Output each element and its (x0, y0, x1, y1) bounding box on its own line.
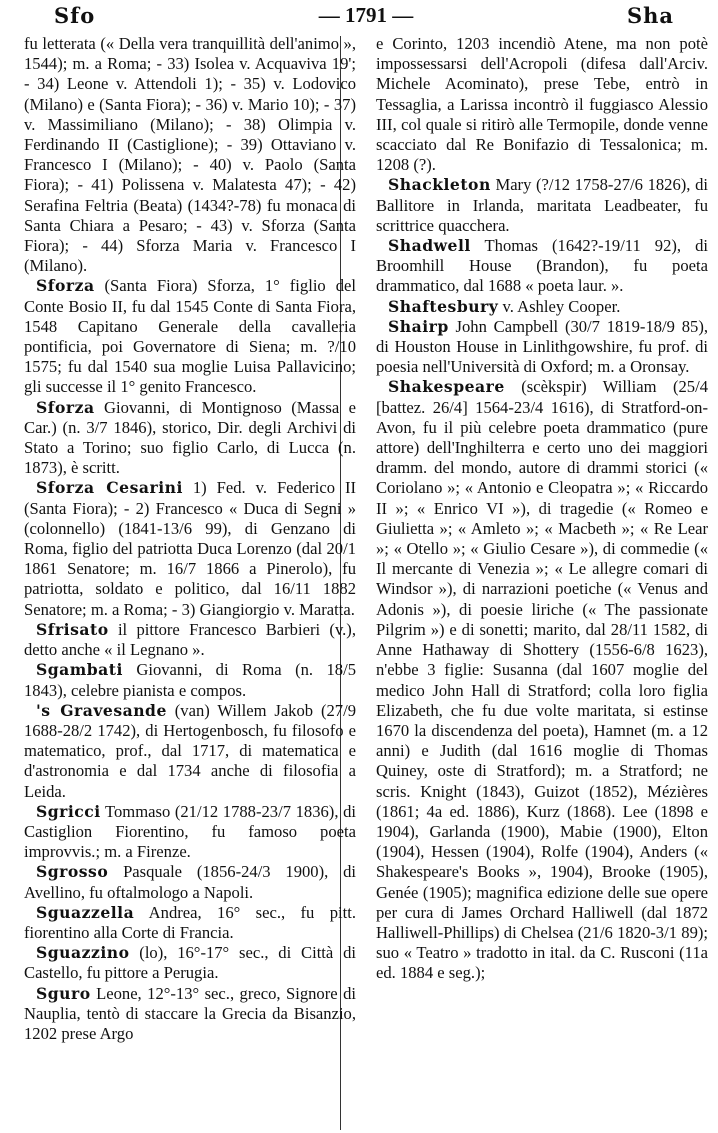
entry-text: Pasquale (1856-24/3 1900), di Avellino, fu oftalmologo a Napoli. (24, 862, 356, 902)
entry-text: 1) Fed. v. Federico II (Santa Fiora); - 2) Francesco « Duca di Segni » (colonnello) (1841-13/6 99), di Genzano di Roma, figlio del patriotta Duca Lorenzo (dal 20/1 1861 Senatore; m. 16/7 1866 a Pinerolo), fu patriotta, soldato e politico, dal 16/11 1882 Senatore; m. a Roma; - 3) Giangiorgio v. Maratta. (24, 478, 356, 619)
dictionary-entry (24, 701, 356, 802)
entry-headword: Sfrisato (36, 619, 109, 639)
entry-text: Leone, 12°-13° sec., greco, Signore di Nauplia, tentò di staccare la Grecia da Bisanzio, 1202 prese Argo (24, 983, 356, 1043)
entry-text: Mary (?/12 1758-27/6 1826), di Ballitore in Irlanda, maritata Leadbeater, fu scrittrice quacchera. (376, 175, 708, 235)
dictionary-entry (24, 984, 356, 1045)
dictionary-entry (24, 862, 356, 902)
entry-text: (van) Willem Jakob (27/9 1688-28/2 1742), di Hertogenbosch, fu filosofo e matematico, prof., dal 1717, di matematica e d'astronomia e dal 1734 anche di filosofia a Leida. (24, 700, 356, 801)
header-left-keyword: Sfo (54, 3, 96, 28)
entry-headword: Shackleton (388, 175, 491, 195)
entry-headword: Sgricci (36, 801, 101, 821)
dictionary-entry (376, 175, 708, 236)
dictionary-entry (376, 236, 708, 297)
page-number: — 1791 — (318, 3, 414, 27)
entry-headword: Sguazzella (36, 902, 135, 922)
header-right-keyword: Sha (626, 3, 674, 28)
dictionary-entry (376, 317, 708, 378)
entry-text: il pittore Francesco Barbieri (v.), detto anche « il Legnano ». (24, 619, 356, 660)
dictionary-entry (376, 297, 708, 317)
left-column (24, 34, 356, 1044)
dictionary-entry (376, 34, 708, 175)
entry-text: Tommaso (21/12 1788-23/7 1836), di Castiglion Fiorentino, fu famoso poeta improvvis.; m. a Firenze. (24, 801, 356, 862)
entry-headword: Sguro (36, 983, 91, 1003)
entry-headword: Sguazzino (36, 943, 130, 963)
entry-headword: Shakespeare (388, 377, 505, 397)
entry-text: John Campbell (30/7 1819-18/9 85), di Houston House in Linlithgowshire, fu prof. di poesia nell'Università di Oxford; m. a Oronsay. (376, 316, 708, 377)
entry-text: Giovanni, di Montignoso (Massa e Car.) (n. 3/7 1846), storico, Dir. degli Archivi di Stato a Torino; suo figlio Carlo, di Lucca (n. 1873), è scritt. (24, 397, 356, 478)
entry-headword: Shairp (388, 316, 449, 336)
entry-text: v. Ashley Cooper. (502, 296, 621, 316)
dictionary-entry (24, 660, 356, 700)
entry-headword: Sgrosso (36, 862, 109, 882)
entry-headword: Sforza Cesarini (36, 478, 183, 498)
entry-text: Andrea, 16° sec., fu pitt. fiorentino alla Corte di Francia. (24, 902, 356, 942)
entry-headword: Shaftesbury (388, 296, 499, 316)
dictionary-entry (24, 478, 356, 619)
entry-headword: 's Gravesande (36, 700, 167, 720)
dictionary-entry (24, 276, 356, 397)
dictionary-entry (24, 943, 356, 983)
entry-text: Thomas (1642?-19/11 92), di Broomhill House (Brandon), fu poeta drammatico, dal 1688 « poeta laur. ». (376, 236, 708, 296)
entry-headword: Sgambati (36, 660, 123, 680)
entry-headword: Sforza (36, 276, 95, 296)
columns (24, 34, 708, 1044)
entry-text: (scèkspir) William (25/4 [battez. 26/4] 1564-23/4 1616), di Stratford-on-Avon, fu il più celebre poeta drammatico (pure attore) dell'Inghilterra e certo uno dei maggiori dramm. del mondo, autore di drammi storici (« Coriolano »; « Antonio e Cleopatra »; « Riccardo II »; « Enrico VI »), di tragedie (« Romeo e Giulietta »; « Amleto »; « Macbeth »; « Re Lear »; « Otello »; « Giulio Cesare »), di commedie (« Il mercante di Venezia »; « Le allegre comari di Windsor »), di narrazioni poetiche (« Venus and Adonis »), di poesie liriche (« The passionate Pilgrim ») e di sonetti; marito, dal 28/11 1582, di Anne Hathaway di Shottery (1556-6/8 1623), n'ebbe 3 figlie: Susanna (dal 1607 moglie del medico John Hall di Stratford; colla loro figlia Elizabeth, che fu due volte maritata, si estinse 1670 la discendenza del poeta), Hamnet (m. a 12 anni) e Judith (dal 1616 moglie di Thomas Quiney, oste di Stratford); m. a Stratford; ne scris. Knight (1843), Guizot (1852), Mézières (1861; 4a ed. 1886), Kurz (1868). Lee (1898 e 1904), Garlanda (1900), Mabie (1900), Elton (1904), Hessen (1904), Rolfe (1904), Anders (« Shakespeare's Books », 1904), Brooke (1905), Genée (1905); magnifica edizione delle sue opere per cura di James Orchard Halliwell (dal 1872 Halliwell-Phillips) di Chelsea (21/6 1820-3/1 89); suo « Teatro » tradotto in ital. da C. Rusconi (11a ed. 1884 e seg.); (376, 377, 708, 983)
entry-text: e Corinto, 1203 incendiò Atene, ma non potè impossessarsi dell'Acropoli (difesa dall'Arciv. Michele Acominato), prese Tebe, entrò in Tessaglia, a Larissa incontrò il fuggiasco Alessio III, col quale si ritirò alle Termopile, donde venne scacciato dal Re Bonifazio di Tessalonica; m. 1208 (?). (376, 34, 708, 175)
entry-headword: Sforza (36, 397, 95, 417)
entry-text: (Santa Fiora) Sforza, 1° figlio del Conte Bosio II, fu dal 1545 Conte di Santa Fiora, 1548 Capitano Generale della cavalleria pontificia, poi Governatore di Siena; m. ?/10 1575; fu dal 1540 sua moglie Luisa Pallavicino; gli successe il 1° genito Francesco. (24, 276, 356, 397)
entry-text: (lo), 16°-17° sec., di Città di Castello, fu pittore a Perugia. (24, 943, 356, 983)
dictionary-entry (376, 377, 708, 983)
dictionary-entry (24, 802, 356, 863)
right-column (376, 34, 708, 1044)
entry-text: fu letterata (« Della vera tranquillità dell'animo », 1544); m. a Roma; - 33) Isolea v. Acquaviva 19'; - 34) Leone v. Attendoli 1); - 35) v. Lodovico (Milano) e (Santa Fiora); - 36) v. Mario 10); - 37) v. Massimiliano (Milano); - 38) Olimpia v. Ferdinando II (Castiglione); - 39) Ottaviano v. Francesco I (Milano); - 40) v. Paolo (Santa Fiora); - 41) Polissena v. Malatesta 47); - 42) Serafina Feltria (Beata) (1434?-78) fu monaca di Santa Chiara a Pesaro; - 43) v. Sforza (Santa Fiora); - 44) Sforza Maria v. Francesco I (Milano). (24, 34, 356, 276)
dictionary-entry (24, 903, 356, 943)
entry-headword: Shadwell (388, 236, 471, 256)
page-header (24, 0, 708, 34)
dictionary-entry (24, 398, 356, 479)
dictionary-entry (24, 34, 356, 276)
entry-text: Giovanni, di Roma (n. 18/5 1843), celebre pianista e compos. (24, 660, 356, 700)
dictionary-entry (24, 620, 356, 660)
